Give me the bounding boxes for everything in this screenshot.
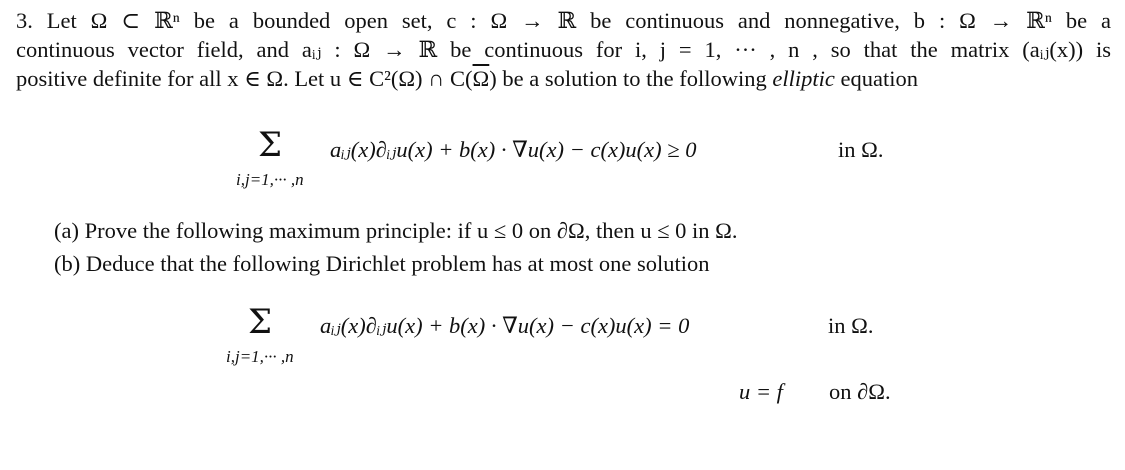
boundary-condition: u = f (739, 379, 783, 404)
problem-statement (16, 6, 1111, 93)
problem-line-1: 3. Let Ω ⊂ ℝⁿ be a bounded open set, c : Ω → ℝ be continuous and nonnegative, b : Ω → ℝⁿ be a (16, 8, 1111, 33)
part-a: (a) Prove the following maximum principle: if u ≤ 0 on ∂Ω, then u ≤ 0 in Ω. (54, 218, 738, 243)
inequality-body: aᵢⱼ(x)∂ᵢⱼu(x) + b(x) · ∇u(x) − c(x)u(x) ≥ 0 (330, 137, 697, 162)
inequality-domain: in Ω. (838, 137, 884, 162)
sum-symbol: Σ (258, 125, 283, 165)
boundary-domain: on ∂Ω. (829, 379, 891, 404)
closure-omega: $\overline{\Omega}$ (472, 66, 490, 91)
sum-index-range: i,j=1,··· ,n (236, 170, 304, 189)
problem-line-3-end: equation (834, 66, 918, 91)
problem-line-3 (16, 64, 1111, 93)
problem-line-3-mid: ) be a solution to the following (489, 66, 773, 91)
problem-line-2: continuous vector field, and aᵢⱼ : Ω → ℝ be continuous for i, j = 1, ··· , n , so that the matrix (aᵢⱼ(x)) is (16, 37, 1111, 62)
sum-index-range: i,j=1,··· ,n (226, 347, 294, 366)
elliptic-word: elliptic (772, 66, 835, 91)
problem-line-3-start: positive definite for all x ∈ Ω. Let u ∈ C²(Ω) ∩ C( (16, 66, 473, 91)
dirichlet-body: aᵢⱼ(x)∂ᵢⱼu(x) + b(x) · ∇u(x) − c(x)u(x) = 0 (320, 313, 690, 338)
part-b: (b) Deduce that the following Dirichlet problem has at most one solution (54, 251, 710, 276)
dirichlet-domain: in Ω. (828, 313, 874, 338)
sum-symbol: Σ (248, 302, 273, 342)
